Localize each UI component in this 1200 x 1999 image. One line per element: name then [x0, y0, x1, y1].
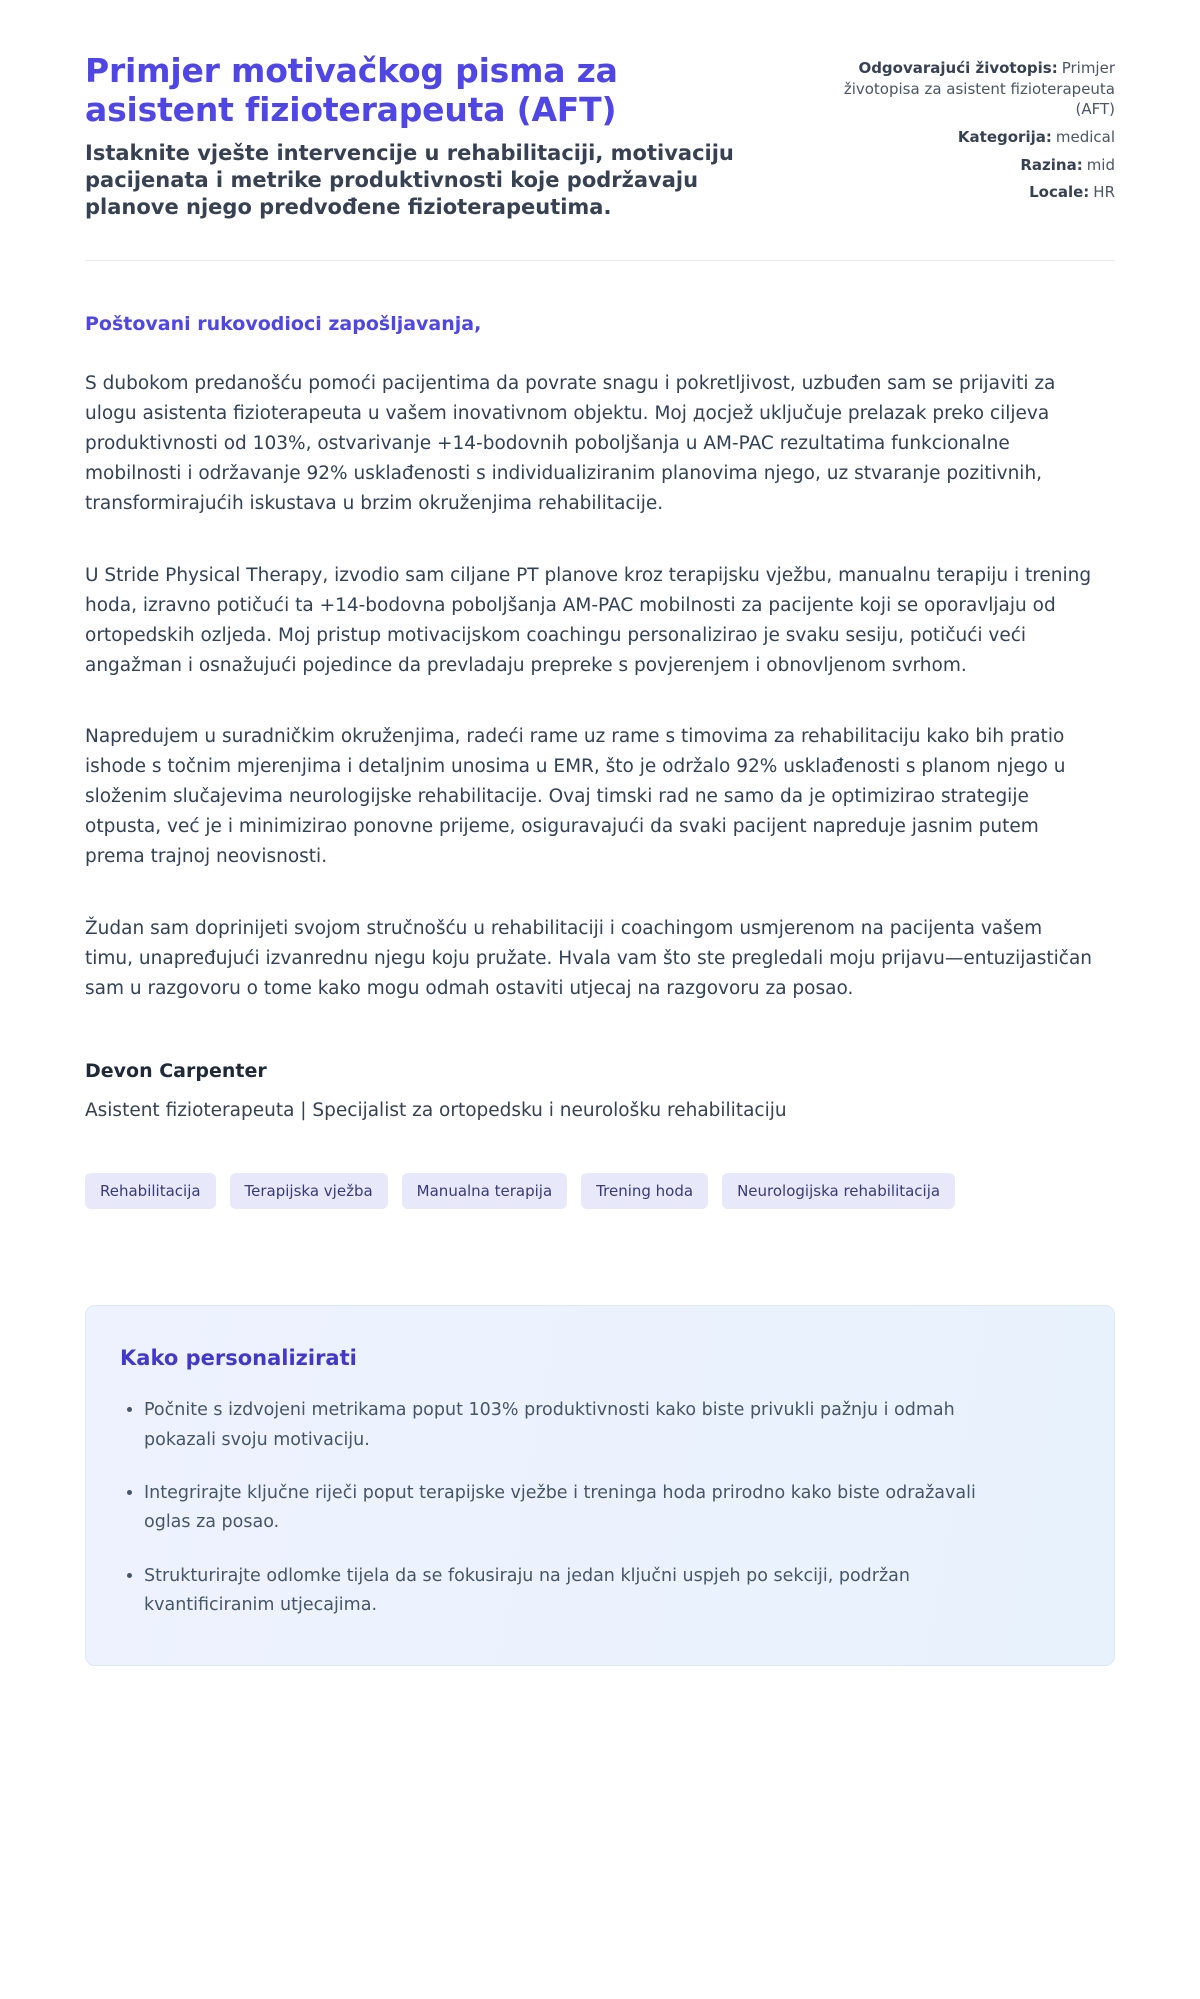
- signature-block: [85, 1060, 1115, 1121]
- signature-role: Asistent fizioterapeuta | Specijalist za ortopedsku i neurološku rehabilitaciju: [85, 1100, 787, 1122]
- meta-label: Razina:: [1020, 155, 1083, 174]
- letter-greeting: Poštovani rukovodioci zapošljavanja,: [85, 312, 482, 335]
- letter-paragraph: Napredujem u suradničkim okruženjima, radeći rame uz rame s timovima za rehabilitaciju kako bih pratio ishode s točnim mjerenjima i detaljnim unosima u EMR, što je održalo 92% usklađenosti s planom njego u složenim slučajevima neurologijske rehabilitacije. Ovaj timski rad ne samo da je optimizirao strategije otpusta, već je i minimizirao ponovne prijeme, osiguravajući da svaki pacijent napreduje jasnim putem prema trajnoj neovisnosti.: [85, 726, 1066, 868]
- tag-trening-hoda[interactable]: Trening hoda: [581, 1173, 708, 1209]
- tag-rehabilitacija[interactable]: Rehabilitacija: [85, 1173, 216, 1209]
- meta-value: Primjer životopisa za asistent fizioterapeuta (AFT): [843, 59, 1115, 119]
- tag-terapijska-vjezba[interactable]: Terapijska vježba: [230, 1173, 388, 1209]
- personalization-tips-card: [85, 1305, 1115, 1665]
- tip-item: • Strukturirajte odlomke tijela da se fokusiraju na jedan ključni uspjeh po sekciji, podržan kvantificiranim utjecajima.: [144, 1562, 1024, 1621]
- page-subtitle: Istaknite vješte intervencije u rehabilitaciji, motivaciju pacijenata i metrike produktivnosti koje podržavaju planove njego predvođene fizioterapeutima.: [85, 140, 734, 220]
- tips-list: [120, 1396, 1080, 1620]
- document-meta: [815, 52, 1115, 222]
- letter-body: [85, 313, 1115, 1004]
- meta-value: mid: [1086, 155, 1115, 174]
- meta-value: medical: [1055, 128, 1115, 147]
- tag-neurologijska-rehabilitacija[interactable]: Neurologijska rehabilitacija: [722, 1173, 955, 1209]
- meta-label: Kategorija:: [957, 128, 1052, 147]
- meta-label: Locale:: [1029, 183, 1090, 202]
- letter-paragraph: Žudan sam doprinijeti svojom stručnošću u rehabilitaciji i coachingom usmjerenom na pacijenta vašem timu, unapređujući izvanrednu njegu koju pružate. Hvala vam što ste pregledali moju prijavu—entuzijastičan sam u razgovoru o tome kako mogu odmah ostaviti utjecaj na razgovoru za posao.: [85, 918, 1093, 1000]
- signature-name: Devon Carpenter: [85, 1060, 267, 1083]
- meta-label: Odgovarajući životopis:: [858, 59, 1058, 77]
- meta-category: [815, 127, 1115, 148]
- tips-heading: Kako personalizirati: [120, 1346, 357, 1371]
- letter-paragraph: S dubokom predanošću pomoći pacijentima da povrate snagu i pokretljivost, uzbuđen sam se prijaviti za ulogu asistenta fizioterapeuta u vašem inovativnom objektu. Moj доcjež uključuje prelazak preko ciljeva produktivnosti od 103%, ostvarivanje +14-bodovnih poboljšanja u AM-PAC rezultatima funkcionalne mobilnosti i održavanje 92% usklađenosti s individualiziranim planovima njego, uz stvaranje pozitivnih, transformirajućih iskustava u brzim okruženjima rehabilitacije.: [85, 372, 1056, 514]
- tip-item: • Počnite s izdvojeni metrikama poput 103% produktivnosti kako biste privukli pažnju i odmah pokazali svoju motivaciju.: [144, 1396, 1024, 1455]
- meta-matching-resume: [815, 58, 1115, 120]
- tip-item: • Integrirajte ključne riječi poput terapijske vježbe i treninga hoda prirodno kako biste odražavali oglas za posao.: [144, 1479, 1024, 1538]
- page-title: Primjer motivačkog pisma za asistent fizioterapeuta (AFT): [85, 51, 618, 129]
- page-header: [85, 52, 1115, 222]
- meta-locale: [815, 182, 1115, 203]
- letter-paragraph: U Stride Physical Therapy, izvodio sam ciljane PT planove kroz terapijsku vježbu, manualnu terapiju i trening hoda, izravno potičući ta +14-bodovna poboljšanja AM-PAC mobilnosti za pacijente koji se oporavljaju od ortopedskih ozljeda. Moj pristup motivacijskom coachingu personalizirao je svaku sesiju, potičući veći angažman i osnažujući pojedince da prevladaju prepreke s povjerenjem i obnovljenom svrhom.: [85, 564, 1092, 676]
- header-divider: [85, 260, 1115, 261]
- tag-manualna-terapija[interactable]: Manualna terapija: [402, 1173, 568, 1209]
- cover-letter-page: [85, 0, 1115, 1746]
- meta-level: [815, 155, 1115, 176]
- header-title-block: [85, 52, 745, 222]
- keyword-tags: [85, 1173, 1115, 1209]
- meta-value: HR: [1093, 183, 1115, 202]
